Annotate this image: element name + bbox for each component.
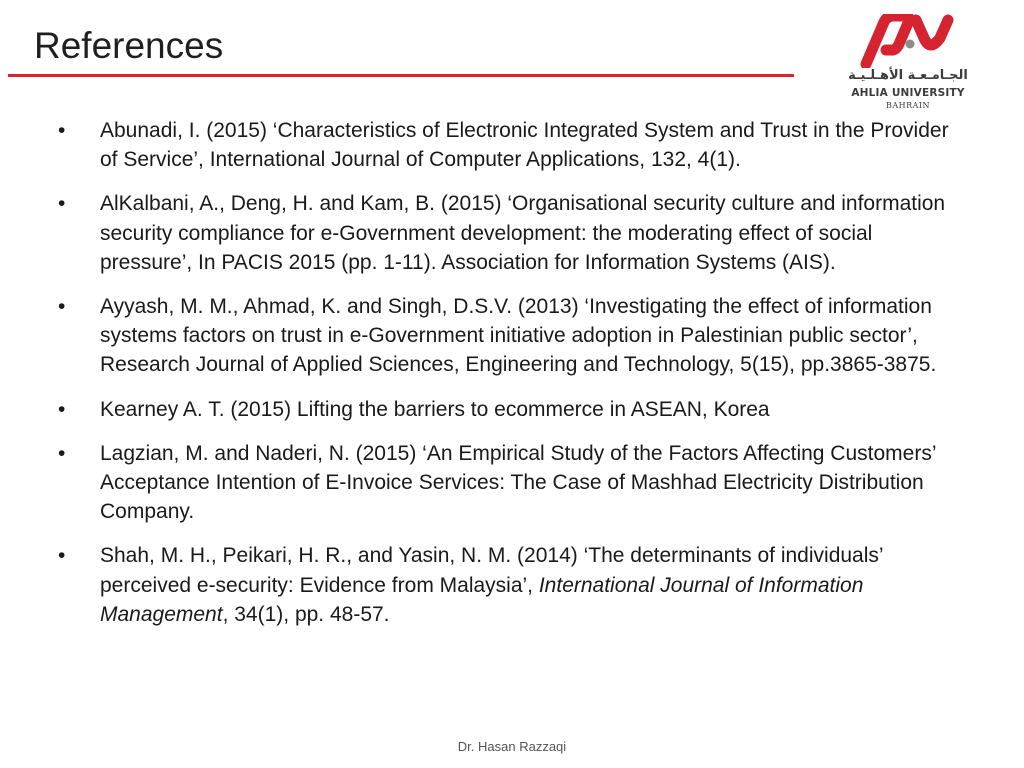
reference-text: AlKalbani, A., Deng, H. and Kam, B. (2015) ‘Organisational security culture and information security compliance for e-Government development: the moderating effect of social pressure’, In PACIS 2015 (pp. 1-11). Association for Information Systems (AIS). [100, 192, 946, 274]
list-item [0, 189, 960, 277]
reference-text: Kearney A. T. (2015) Lifting the barriers to ecommerce in ASEAN, Korea [100, 397, 770, 421]
bullet: • [58, 544, 66, 568]
reference-list [0, 116, 1024, 644]
logo-english-name: AHLIA UNIVERSITY [851, 87, 965, 99]
reference-text: Ayyash, M. M., Ahmad, K. and Singh, D.S.V. (2013) ‘Investigating the effect of information systems factors on trust in e-Government initiative adoption in Palestinian public sector’, Research Journal of Applied Sciences, Engineering and Technology, 5(15), pp.3865-3875. [100, 295, 937, 377]
reference-text: Abunadi, I. (2015) ‘Characteristics of Electronic Integrated System and Trust in the Provider of Service’, International Journal of Computer Applications, 132, 4(1). [100, 119, 949, 172]
slide-title: References [34, 25, 224, 66]
journal-title: International Journal of Information Management [100, 573, 864, 626]
reference-citation-tail: , 34(1), pp. 48-57. [222, 602, 390, 626]
reference-text: Lagzian, M. and Naderi, N. (2015) ‘An Empirical Study of the Factors Affecting Customers’ Acceptance Intention of E-Invoice Services: The Case of Mashhad Electricity Distribution Company. [100, 441, 936, 524]
list-item [0, 541, 960, 629]
footer [0, 739, 1024, 755]
bullet: • [58, 192, 66, 216]
logo-country: BAHRAIN [885, 101, 931, 110]
university-logo [838, 10, 978, 114]
list-item [0, 116, 960, 174]
bullet: • [58, 119, 66, 142]
logo-arabic-name: الجـامـعـة الأهـلـيـة [848, 68, 968, 83]
list-item [0, 439, 960, 527]
reference-text: Shah, M. H., Peikari, H. R., and Yasin, N. M. (2014) ‘The determinants of individuals’ perceived e-security: Evidence from Malaysia’, [100, 544, 883, 597]
presenter-name: Dr. Hasan Razzaqi [457, 739, 567, 754]
bullet: • [58, 397, 66, 421]
list-item [0, 395, 960, 424]
bullet: • [58, 441, 66, 465]
list-item [0, 292, 960, 380]
ahlia-university-logo-icon [860, 14, 956, 68]
bullet: • [58, 295, 66, 319]
title-underline [8, 74, 794, 77]
